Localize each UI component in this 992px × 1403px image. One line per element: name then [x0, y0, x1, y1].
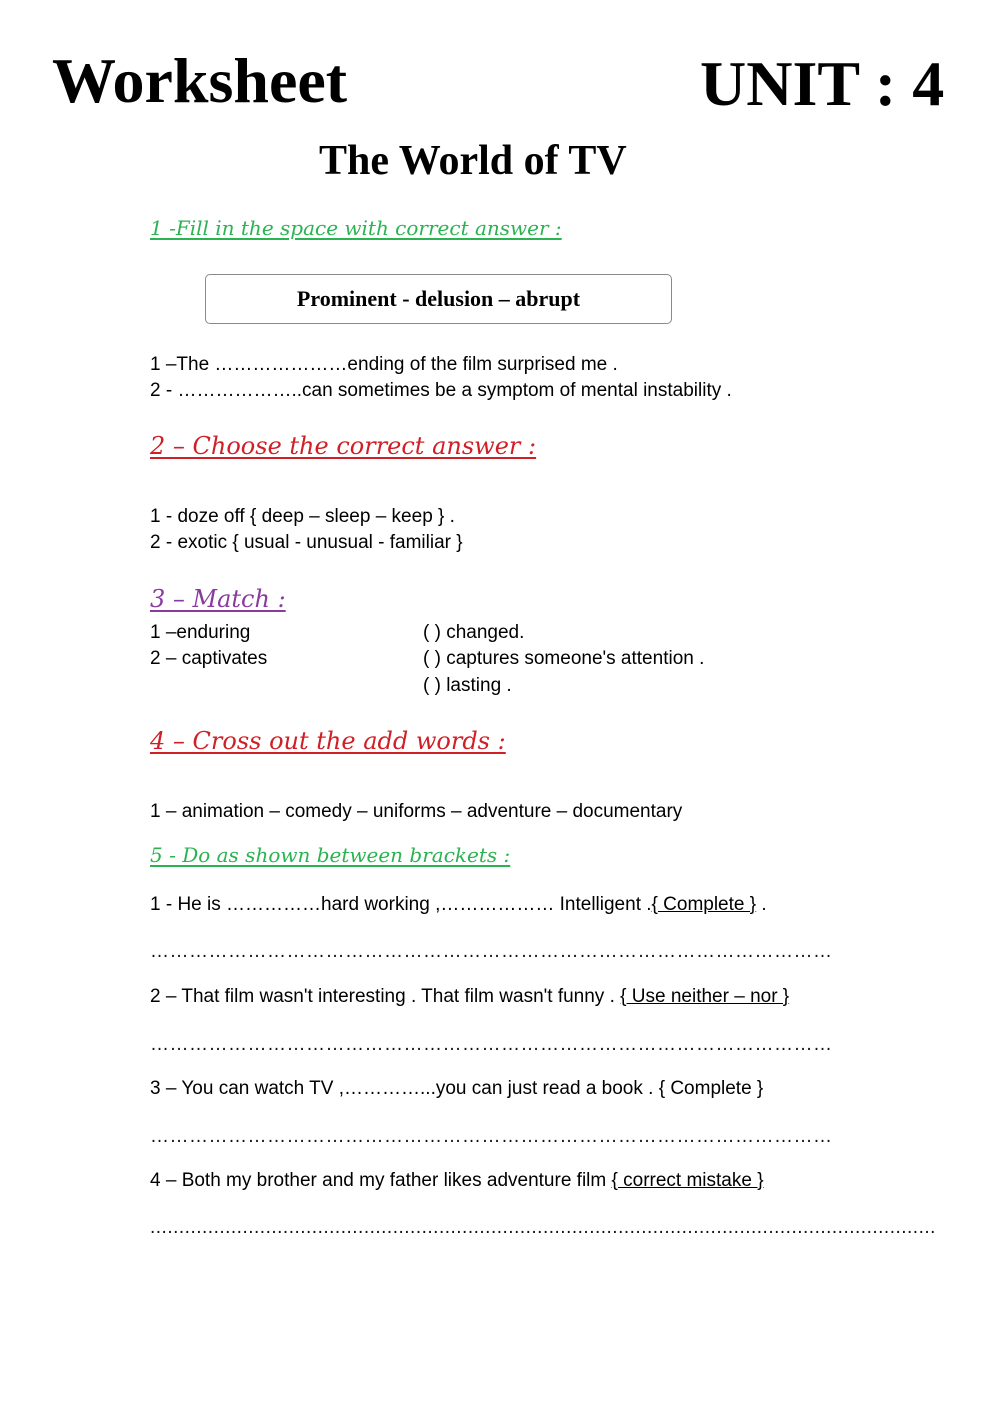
section-3-heading: 3 – Match :: [150, 585, 286, 613]
s5-q1-text: 1 - He is ……………hard working ,……………… Intelligent .: [150, 894, 652, 915]
section-2-heading: 2 – Choose the correct answer :: [150, 432, 537, 460]
answer-line-1: ……………………………………………………………………………………………: [150, 941, 833, 962]
s5-q2-hint: { Use neither – nor }: [620, 986, 790, 1007]
s5-q1-end: .: [756, 894, 767, 915]
answer-line-4: ........................................................................................................................................: [150, 1217, 936, 1238]
page-title: The World of TV: [319, 138, 627, 184]
unit-label: UNIT : 4: [700, 48, 945, 119]
s5-q4-text: 4 – Both my brother and my father likes adventure film: [150, 1170, 612, 1191]
s4-question-1: 1 – animation – comedy – uniforms – adventure – documentary: [150, 801, 683, 822]
s5-question-2: [150, 986, 789, 1008]
s1-question-1: 1 –The …………………ending of the film surprised me .: [150, 354, 618, 375]
match-left-1: 1 –enduring: [150, 622, 251, 643]
word-bank-box: [205, 274, 672, 324]
match-right-2: ( ) captures someone's attention .: [423, 648, 705, 669]
s5-q1-hint: { Complete }: [651, 894, 757, 915]
match-right-1: ( ) changed.: [423, 622, 525, 643]
section-1-heading: 1 -Fill in the space with correct answer :: [150, 216, 562, 240]
s5-question-3: 3 – You can watch TV ,…………...you can just read a book . { Complete }: [150, 1078, 764, 1099]
section-5-heading: 5 - Do as shown between brackets :: [150, 843, 511, 867]
s2-question-2: 2 - exotic { usual - unusual - familiar }: [150, 532, 463, 553]
answer-line-3: ……………………………………………………………………………………………: [150, 1126, 833, 1147]
s2-question-1: 1 - doze off { deep – sleep – keep } .: [150, 506, 455, 527]
s1-question-2: 2 - ………………..can sometimes be a symptom of mental instability .: [150, 380, 732, 401]
section-4-heading: 4 – Cross out the add words :: [150, 727, 506, 755]
s5-q4-hint: { correct mistake }: [611, 1170, 764, 1191]
worksheet-label: Worksheet: [52, 45, 348, 116]
s5-question-4: [150, 1170, 764, 1192]
answer-line-2: ……………………………………………………………………………………………: [150, 1034, 833, 1055]
match-right-3: ( ) lasting .: [423, 675, 512, 696]
s5-q2-text: 2 – That film wasn't interesting . That film wasn't funny .: [150, 986, 621, 1007]
word-bank: Prominent - delusion – abrupt: [296, 286, 581, 311]
match-left-2: 2 – captivates: [150, 648, 268, 669]
s5-question-1: [150, 894, 767, 916]
